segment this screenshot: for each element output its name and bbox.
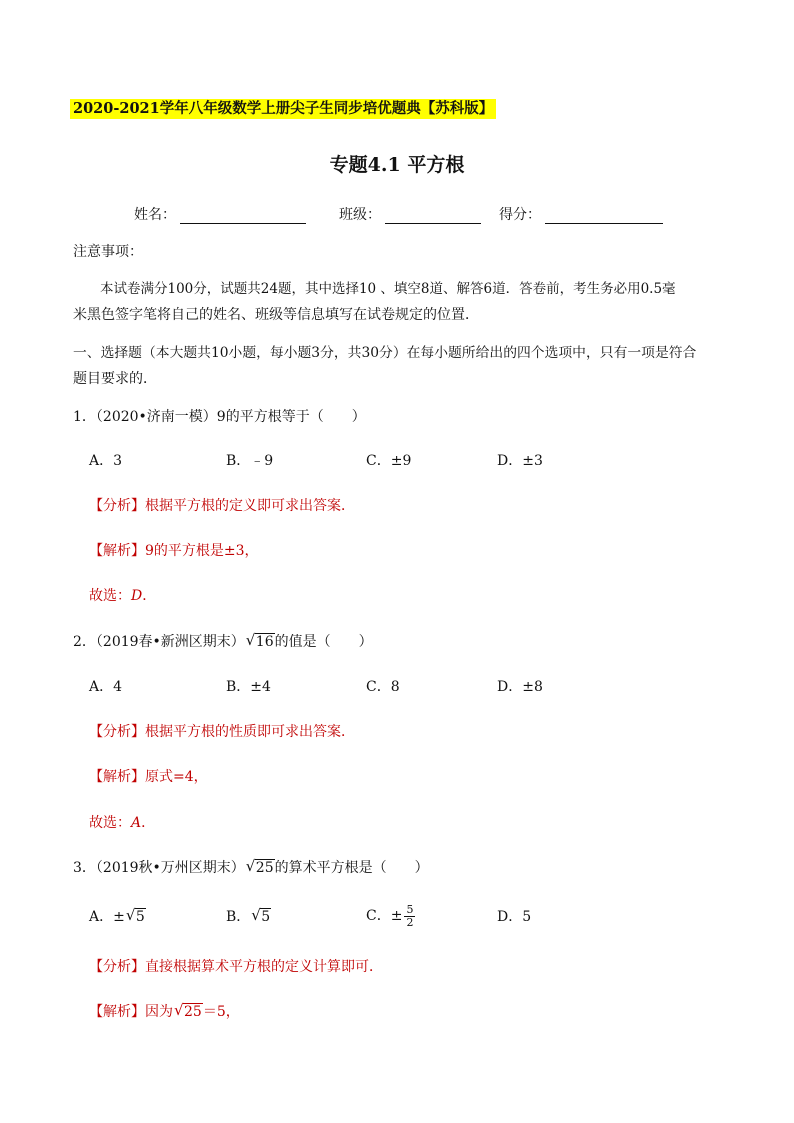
q3-option-a-prefix: A．±	[89, 909, 125, 925]
q3-analysis	[89, 957, 383, 977]
class-blank[interactable]	[385, 209, 481, 224]
analysis-tag: 【分析】	[89, 959, 145, 975]
q2-radicand: 16	[255, 634, 274, 650]
solution-tag: 【解析】	[89, 543, 145, 559]
class-field	[339, 204, 481, 224]
section-line-2: 题目要求的．	[73, 371, 157, 387]
score-field	[499, 204, 663, 224]
q3-option-a	[89, 907, 146, 927]
q3-solution-sqrt: √ 25	[174, 1001, 202, 1020]
name-field	[134, 204, 306, 224]
name-blank[interactable]	[180, 209, 306, 224]
q2-stem-suffix: 的值是（ ）	[274, 634, 373, 650]
choice-answer: A	[131, 815, 142, 831]
solution-tag: 【解析】	[89, 769, 145, 785]
header-band: 2020-2021学年八年级数学上册尖子生同步培优题典【苏科版】	[70, 99, 496, 119]
analysis-tag: 【分析】	[89, 724, 145, 740]
page-title: 专题4.1 平方根	[329, 154, 465, 176]
q1-solution	[89, 541, 259, 561]
choice-end: ．	[141, 815, 156, 831]
score-label: 得分：	[499, 207, 541, 223]
analysis-text: 直接根据算术平方根的定义计算即可．	[145, 959, 383, 975]
class-label: 班级：	[339, 207, 381, 223]
choice-label: 故选：	[89, 815, 131, 831]
q1-option-b: B．﹣9	[226, 453, 274, 469]
choice-answer: D	[131, 588, 143, 604]
q1-option-c: C．±9	[366, 453, 412, 469]
analysis-text: 根据平方根的性质即可求出答案．	[145, 724, 355, 740]
q3-option-b	[226, 907, 271, 927]
q3-stem-prefix: 3．（2019秋•万州区期末）	[73, 860, 245, 876]
q3-solution	[89, 1002, 240, 1022]
analysis-text: 根据平方根的定义即可求出答案．	[145, 498, 355, 514]
notice-line-1: 本试卷满分100分，试题共24题，其中选择10 、填空8道、解答6道．答卷前，考生务必用0.5毫	[100, 281, 676, 297]
q3-option-c-fraction	[404, 904, 415, 929]
q2-choice	[89, 813, 155, 833]
fraction-numerator: 5	[406, 902, 414, 916]
choice-label: 故选：	[89, 588, 131, 604]
solution-suffix: ＝5，	[202, 1004, 240, 1020]
q3-stem-suffix: 的算术平方根是（ ）	[274, 860, 429, 876]
q2-stem-prefix: 2．（2019春•新洲区期末）	[73, 634, 245, 650]
solution-text: 原式=4，	[145, 769, 208, 785]
q3-option-a-radicand: 5	[135, 909, 145, 925]
q1-option-a: A．3	[89, 453, 123, 469]
q3-option-b-sqrt: √ 5	[251, 906, 271, 925]
notice-line-2: 米黑色签字笔将自己的姓名、班级等信息填写在试卷规定的位置．	[73, 307, 479, 323]
q3-stem	[73, 858, 429, 878]
name-label: 姓名：	[134, 207, 176, 223]
q2-option-d: D．±8	[497, 679, 543, 695]
q3-radicand: 25	[255, 860, 274, 876]
solution-prefix: 因为	[145, 1004, 173, 1020]
q3-option-c-prefix: C．±	[366, 908, 403, 924]
q3-sqrt: √ 25	[245, 857, 274, 876]
analysis-tag: 【分析】	[89, 498, 145, 514]
solution-text: 9的平方根是±3，	[145, 543, 259, 559]
q3-option-b-radicand: 5	[261, 909, 271, 925]
notice-heading: 注意事项：	[73, 244, 143, 260]
solution-radicand: 25	[184, 1004, 202, 1020]
fraction-denominator: 2	[406, 915, 414, 929]
q2-sqrt: √ 16	[245, 631, 274, 650]
q1-choice	[89, 586, 156, 606]
choice-end: ．	[142, 588, 157, 604]
q1-stem: 1．（2020•济南一模）9的平方根等于（ ）	[73, 409, 366, 425]
section-line-1: 一、选择题（本大题共10小题，每小题3分，共30分）在每小题所给出的四个选项中，只有一项是符合	[73, 345, 697, 361]
solution-tag: 【解析】	[89, 1004, 145, 1020]
q3-option-d: D．5	[497, 909, 532, 925]
q2-analysis	[89, 722, 355, 742]
q2-stem	[73, 632, 373, 652]
q3-option-a-sqrt: √ 5	[125, 906, 145, 925]
q2-solution	[89, 767, 208, 787]
score-blank[interactable]	[545, 209, 663, 224]
q3-option-c	[366, 901, 415, 931]
q2-option-c: C．8	[366, 679, 400, 695]
q3-option-b-prefix: B．	[226, 909, 251, 925]
q2-option-b: B．±4	[226, 679, 271, 695]
q2-option-a: A．4	[89, 679, 123, 695]
q1-analysis	[89, 496, 355, 516]
q1-option-d: D．±3	[497, 453, 543, 469]
